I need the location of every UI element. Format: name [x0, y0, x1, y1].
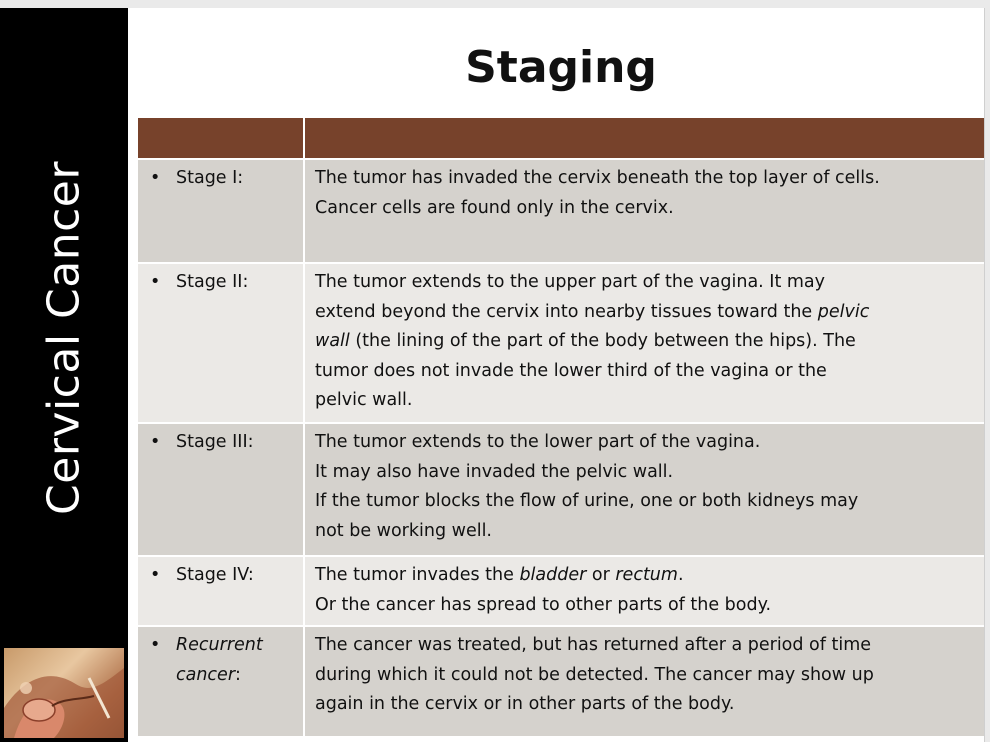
description-cell	[304, 159, 984, 263]
description-line: The cancer was treated, but has returned after a period of time	[315, 635, 872, 655]
staging-table	[138, 118, 984, 736]
bullet: •	[150, 635, 161, 655]
description-line: again in the cervix or in other parts of the body.	[315, 694, 735, 714]
table-row	[138, 556, 984, 626]
anatomy-illustration-graphic	[4, 648, 124, 738]
anatomy-illustration-icon	[4, 648, 124, 738]
stage-label: Stage III:	[176, 432, 254, 452]
text-segment: .	[677, 565, 684, 585]
description-line: It may also have invaded the pelvic wall.	[315, 461, 674, 482]
table-row	[138, 423, 984, 556]
sidebar	[0, 8, 128, 742]
stage-label-line: Recurrent	[176, 635, 263, 655]
bullet: •	[150, 432, 161, 452]
table-row	[138, 159, 984, 263]
description-line: The tumor extends to the upper part of the vagina. It may	[315, 272, 826, 292]
text-segment: extend beyond the cervix into nearby tissues toward the	[315, 301, 818, 322]
emphasis-text: pelvic	[817, 301, 870, 322]
stage-cell	[138, 626, 304, 736]
stage-cell	[138, 159, 304, 263]
description-line: during which it could not be detected. The cancer may show up	[315, 664, 874, 685]
description-line: The tumor extends to the lower part of the vagina.	[315, 432, 761, 452]
description-line	[315, 327, 978, 357]
table-header-row	[138, 118, 984, 159]
description-line: not be working well.	[315, 520, 492, 541]
description-line	[315, 298, 978, 328]
slide	[0, 8, 985, 742]
text-segment: (the lining of the part of the body between the hips). The	[349, 331, 856, 351]
description-line: tumor does not invade the lower third of the vagina or the	[315, 360, 827, 381]
text-segment: :	[235, 664, 241, 685]
header-cell-description	[304, 118, 984, 159]
emphasis-text: bladder	[519, 565, 587, 585]
emphasis-text: wall	[315, 331, 350, 351]
stage-cell	[138, 423, 304, 556]
stage-label: Stage II:	[176, 272, 249, 292]
stage-cell	[138, 263, 304, 423]
page-title: Staging	[465, 42, 657, 93]
stage-label: Stage I:	[176, 168, 244, 188]
description-line: If the tumor blocks the flow of urine, one or both kidneys may	[315, 491, 859, 511]
header-cell-stage	[138, 118, 304, 159]
description-cell	[304, 626, 984, 736]
emphasis-text: rectum	[615, 565, 678, 585]
stage-label-line	[176, 661, 263, 691]
bullet: •	[150, 272, 161, 292]
bullet: •	[150, 565, 161, 585]
stage-label: Stage IV:	[176, 565, 254, 585]
emphasis-text: cancer	[176, 664, 236, 685]
bullet: •	[150, 168, 161, 188]
description-cell	[304, 556, 984, 626]
description-line: The tumor has invaded the cervix beneath the top layer of cells.	[315, 168, 880, 188]
description-line: pelvic wall.	[315, 390, 413, 410]
table-row	[138, 263, 984, 423]
stage-label	[176, 631, 263, 690]
table-row	[138, 626, 984, 736]
description-cell	[304, 423, 984, 556]
description-line	[315, 561, 978, 591]
description-line: Or the cancer has spread to other parts of the body.	[315, 594, 772, 615]
sidebar-title: Cervical Cancer	[38, 161, 90, 515]
text-segment: or	[586, 565, 616, 585]
stage-cell	[138, 556, 304, 626]
text-segment: The tumor invades the	[315, 565, 520, 585]
description-line: Cancer cells are found only in the cervix.	[315, 197, 674, 218]
description-cell	[304, 263, 984, 423]
